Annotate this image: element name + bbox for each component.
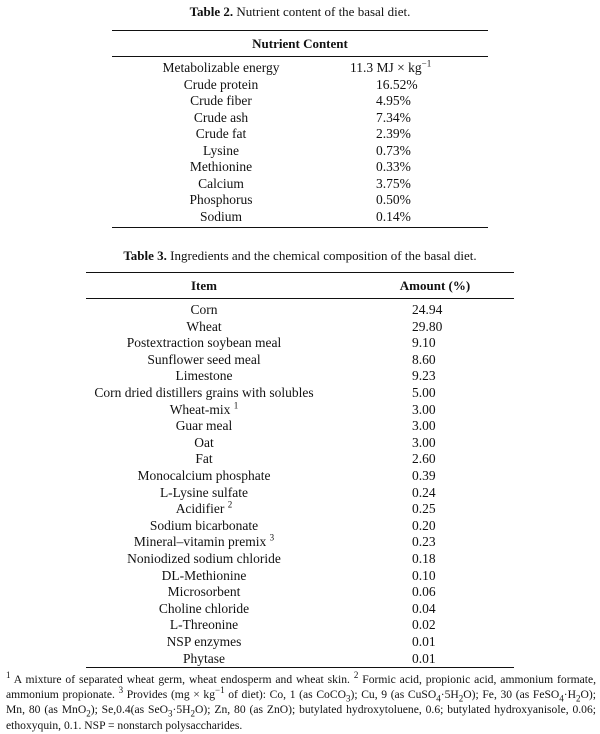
table3-item-text: DL-Methionine [161,567,247,583]
table3-top-rule [86,272,514,273]
table3-item-amount: 5.00 [412,385,436,400]
table3-item-amount: 3.00 [412,401,436,417]
table2-row [112,209,488,226]
table2-top-rule [112,30,488,31]
table2-nutrient-name: Methionine [189,159,253,174]
table3-item-text: Acidifier [175,501,225,517]
table3-item-name [86,302,322,319]
footnote-sub: 3 [168,708,173,719]
table3-item-text: Mineral–vitamin premix [133,534,267,550]
table3-item-text: Postextraction soybean meal [126,335,282,351]
table3-item-amount: 0.10 [412,567,436,583]
table3-item-text: Wheat-mix [169,401,231,417]
table2-row [112,159,488,176]
table2-value-text: 7.34% [376,109,411,125]
footnote-sub: 2 [458,693,464,704]
table3-item-name [86,584,322,601]
table3-item-amount: 0.20 [412,517,436,533]
table2-nutrient-name: Crude fat [195,126,247,141]
table3-item-name [86,501,322,518]
table3-row [86,485,514,502]
table3-item-text: Phytase [183,650,225,666]
table3-item-name [86,651,322,668]
table2-nutrient-name: Sodium [199,208,242,224]
table3-item-name [86,617,322,634]
footnote-text-3: Provides (mg × kg [123,688,216,702]
table3-item-text: Wheat [186,318,222,334]
table2-value-text: 4.95% [376,93,411,108]
footnote-text-8: ·H [563,688,577,702]
table3-row [86,501,514,518]
table2-value-text: 2.39% [376,126,411,141]
table3-footnote-ref: 3 [269,532,275,543]
footnote-sub: 4 [559,693,564,704]
table3-item-amount: 0.01 [412,650,436,666]
table2-caption-text: Nutrient content of the basal diet. [236,4,411,19]
table2-value-text: 0.50% [376,192,411,207]
footnote-text-2: Formic acid, propionic acid, ammonium formate, ammonium propionate. [6,673,596,702]
table3-row [86,468,514,485]
table2-value-text: 0.14% [376,208,411,224]
table3-row [86,435,514,452]
footnote-text-6: ·5H [440,688,459,702]
table3-item-amount: 29.80 [412,318,443,334]
table3-item-amount: 9.10 [412,335,436,351]
table2-row [112,110,488,127]
table3-item-name [86,418,322,435]
table3-item-amount: 0.01 [412,634,436,649]
table3-item-text: Oat [194,434,214,450]
table3-item-name [86,485,322,502]
table3-item-text: Corn dried distillers grains with solubles [94,385,314,400]
table3-row [86,651,514,668]
table3-item-name [86,335,322,352]
table3-row [86,601,514,618]
table3-item-text: NSP enzymes [166,634,242,649]
table3-footnote-ref: 1 [233,400,239,411]
table3-item-name [86,601,322,618]
table3-item-amount: 0.39 [412,468,436,483]
table2-bottom-rule [112,227,488,228]
table2-nutrient-name: Crude ash [193,109,249,125]
table2-nutrient-value [350,60,431,77]
table3-item-name [86,451,322,468]
table2-nutrient-name: Lysine [203,142,239,158]
table3-item-name [86,352,322,369]
table2-value-text: 0.73% [376,142,411,158]
table2-nutrient-value [376,110,411,127]
table2-nutrient-name: Metabolizable energy [162,60,280,75]
table3-footnote-ref: 2 [227,499,233,510]
table2-row [112,93,488,110]
table3-footnote [6,672,596,733]
table2-row [112,143,488,160]
table2-nutrient-value [376,192,411,209]
table3-caption-label: Table 3. [123,248,167,263]
table2-nutrient-name: Calcium [198,175,244,191]
table3-item-amount: 0.23 [412,534,436,550]
table3-item-name [86,551,322,568]
table3-item-text: Sodium bicarbonate [149,517,259,533]
table3-row [86,302,514,319]
table3-row [86,584,514,601]
table3-row [86,551,514,568]
table3-bottom-rule [86,667,514,668]
table3-row [86,451,514,468]
table3-item-amount: 0.02 [412,617,436,633]
table3-row [86,352,514,369]
table2-value-text: 3.75% [376,175,411,191]
table2-value-text: 0.33% [376,159,411,174]
footnote-text-9: O); Mn, 80 (as MnO [6,688,596,717]
footnote-sub: 2 [576,693,581,704]
footnote-text-12: O); Zn, 80 (as ZnO); butylated hydroxytoluene, 0.6; butylated hydroxyanisole, 0.06; ethoxyquin, 0.1. NSP = nonstarch polysaccharides. [6,703,596,732]
table2-nutrient-value [376,209,411,226]
table3-item-name [86,368,322,385]
table3-row [86,568,514,585]
footnote-sub: 3 [345,693,351,704]
table3-header-item: Item [191,278,217,293]
table2-value-text: 16.52% [376,76,418,92]
footnote-text-5: ); Cu, 9 (as CuSO [350,688,437,702]
table3-item-amount: 9.23 [412,368,436,384]
table3-item-name [86,402,322,419]
table2-nutrient-value [376,176,411,193]
table3-caption [0,248,600,264]
table3-item-name [86,634,322,651]
table2-nutrient-value [376,93,411,110]
table2-nutrient-value [376,126,411,143]
table2-caption-label: Table 2. [189,4,234,19]
footnote-sub: 2 [86,708,91,719]
footnote-marker-1: 1 [6,670,11,681]
table3-item-amount: 3.00 [412,434,436,450]
table3-item-text: L-Threonine [169,617,239,633]
table3-item-amount: 2.60 [412,451,436,467]
table2-nutrient-name: Crude protein [183,76,259,92]
table3-row [86,418,514,435]
table3-item-amount: 0.24 [412,484,436,500]
table3-header-rule [86,298,514,299]
table3-item-name [86,534,322,551]
table2-header: Nutrient Content [252,36,348,51]
table3-item-name [86,518,322,535]
table2-row [112,77,488,94]
table3-caption-text: Ingredients and the chemical composition of the basal diet. [170,248,477,263]
table2-nutrient-value [376,143,411,160]
table3-item-text: Guar meal [175,418,233,434]
table2-row [112,176,488,193]
table3-row [86,385,514,402]
table3-row [86,335,514,352]
table3-item-name [86,385,322,402]
table3-item-amount: 0.18 [412,551,436,566]
table2-row [112,126,488,143]
table3-item-text: Corn [190,302,218,317]
table3-item-text: Fat [195,451,213,467]
table3-item-text: Microsorbent [167,584,241,600]
table2-header-rule [112,56,488,57]
footnote-text-11: ·5H [172,703,191,717]
table3-item-amount: 0.04 [412,600,436,616]
table2-row [112,192,488,209]
table2-nutrient-name: Phosphorus [189,192,253,207]
table2-nutrient-name: Crude fiber [190,93,252,108]
footnote-text-4: of diet): Co, 1 (as CoCO [224,688,346,702]
footnote-text-1: A mixture of separated wheat germ, wheat endosperm and wheat skin. [10,673,354,686]
footnote-marker-3: 3 [118,685,124,696]
table2-row [112,60,488,77]
footnote-text-10: ); Se,0.4(as SeO [90,703,169,717]
table3-item-amount: 8.60 [412,351,436,367]
table3-item-name [86,468,322,485]
table3-item-text: L-Lysine sulfate [159,484,249,500]
table2-value-exponent: −1 [421,58,432,69]
table3-item-amount: 0.06 [412,584,436,600]
table3-row [86,518,514,535]
table2-nutrient-value [376,159,411,176]
table3-item-name [86,319,322,336]
footnote-sub: 2 [190,708,196,719]
footnote-text-7: O); Fe, 30 (as FeSO [463,688,560,702]
table3-row [86,617,514,634]
table3-row [86,402,514,419]
table3-item-text: Limestone [175,368,233,384]
table3-item-name [86,435,322,452]
footnote-marker-2: 2 [353,670,359,681]
table3-header-amount: Amount (%) [399,278,471,293]
footnote-exp: −1 [215,685,225,696]
table3-item-text: Choline chloride [158,600,250,616]
table2-value-text: 11.3 MJ × kg [350,60,422,75]
table3-item-amount: 0.25 [412,501,436,517]
table3-item-name [86,568,322,585]
table3-item-text: Sunflower seed meal [147,351,261,367]
table3-item-text: Monocalcium phosphate [137,468,271,483]
table3-item-text: Noniodized sodium chloride [127,551,281,566]
footnote-sub: 4 [436,693,441,704]
table3-row [86,634,514,651]
table2-nutrient-value [376,77,418,94]
table3-row [86,368,514,385]
table2-caption [0,4,600,20]
table3-row [86,319,514,336]
table3-item-amount: 24.94 [412,302,443,317]
table3-row [86,534,514,551]
table3-item-amount: 3.00 [412,418,436,434]
